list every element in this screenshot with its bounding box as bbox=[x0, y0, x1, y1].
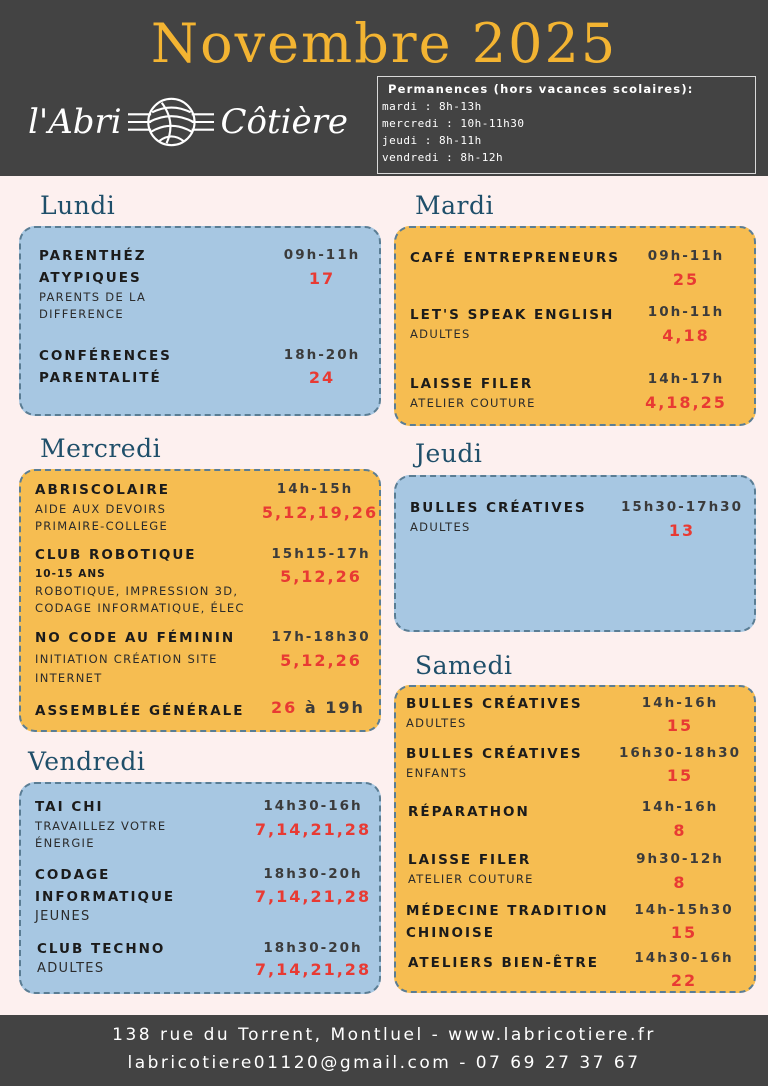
footer-contact: labricotiere01120@gmail.com - 07 69 27 37 67 bbox=[127, 1053, 641, 1073]
event-reparathon: RÉPARATHON bbox=[408, 804, 530, 820]
event-dates: 13 bbox=[668, 521, 696, 540]
event-bulles-creatives-enfants: BULLES CRÉATIVES ENFANTS bbox=[406, 746, 583, 780]
event-time: 09h-11h bbox=[647, 248, 725, 264]
permanence-line: mercredi : 10h-11h30 bbox=[382, 117, 525, 130]
event-no-code-au-feminin: NO CODE AU FÉMININ INITIATION CRÉATION SITE INTERNET bbox=[35, 630, 236, 685]
event-codage-informatique: CODAGE INFORMATIQUE JEUNES bbox=[35, 867, 176, 924]
event-dates: 15 bbox=[670, 923, 698, 942]
event-time: 14h-15h bbox=[276, 481, 354, 497]
event-dates: 15 bbox=[666, 766, 694, 785]
event-dates: 8 bbox=[673, 873, 687, 892]
event-dates: 5,12,26 bbox=[280, 651, 362, 670]
permanence-line: jeudi : 8h-11h bbox=[382, 134, 482, 147]
event-club-robotique: CLUB ROBOTIQUE 10-15 ANS ROBOTIQUE, IMPRESSION 3D, CODAGE INFORMATIQUE, ÉLEC bbox=[35, 547, 245, 615]
assemblee-datetime bbox=[271, 698, 365, 717]
event-time: 14h-17h bbox=[647, 371, 725, 387]
event-dates: 7,14,21,28 bbox=[254, 960, 372, 979]
day-title-jeudi: Jeudi bbox=[415, 439, 483, 468]
event-time: 14h-16h bbox=[641, 799, 719, 815]
card-lundi bbox=[19, 226, 381, 416]
card-jeudi bbox=[394, 475, 756, 632]
permanences-box bbox=[377, 76, 756, 174]
header bbox=[0, 0, 768, 176]
event-dates: 25 bbox=[672, 270, 700, 289]
event-cafe-entrepreneurs: CAFÉ ENTREPRENEURS bbox=[410, 250, 620, 266]
event-separator: à bbox=[304, 698, 318, 717]
card-samedi bbox=[394, 685, 756, 993]
permanence-line: mardi : 8h-13h bbox=[382, 100, 482, 113]
event-bulles-creatives-jeudi: BULLES CRÉATIVES ADULTES bbox=[410, 500, 587, 534]
card-mercredi bbox=[19, 469, 381, 732]
permanence-line: vendredi : 8h-12h bbox=[382, 151, 504, 164]
event-time: 14h-15h30 bbox=[634, 902, 734, 918]
event-dates: 22 bbox=[670, 971, 698, 990]
event-time: 15h30-17h30 bbox=[621, 499, 743, 515]
event-dates: 7,14,21,28 bbox=[254, 887, 372, 906]
event-club-techno: CLUB TECHNO ADULTES bbox=[37, 941, 166, 976]
event-parenthez: PARENTHÉZ ATYPIQUES PARENTS DE LA DIFFERENCE bbox=[39, 248, 147, 321]
page-title: Novembre 2025 bbox=[150, 12, 618, 75]
day-title-mardi: Mardi bbox=[415, 191, 494, 220]
event-time: 14h30-16h bbox=[263, 798, 363, 814]
logo-text-right: Côtière bbox=[220, 102, 348, 142]
event-time: 16h30-18h30 bbox=[619, 745, 741, 761]
event-time: 10h-11h bbox=[647, 304, 725, 320]
event-time: 14h30-16h bbox=[634, 950, 734, 966]
event-time: 18h-20h bbox=[283, 347, 361, 363]
event-dates: 17 bbox=[308, 269, 336, 288]
event-time: 14h-16h bbox=[641, 695, 719, 711]
event-dates: 24 bbox=[308, 368, 336, 387]
event-lets-speak-english: LET'S SPEAK ENGLISH ADULTES bbox=[410, 307, 615, 341]
event-time: 18h30-20h bbox=[263, 940, 363, 956]
event-dates: 5,12,19,26 bbox=[261, 503, 379, 522]
day-title-lundi: Lundi bbox=[40, 191, 116, 220]
event-abriscolaire: ABRISCOLAIRE AIDE AUX DEVOIRS PRIMAIRE-COLLEGE bbox=[35, 482, 170, 533]
logo bbox=[28, 92, 348, 152]
footer-address: 138 rue du Torrent, Montluel - www.labricotiere.fr bbox=[112, 1025, 656, 1045]
event-time: 18h30-20h bbox=[263, 866, 363, 882]
footer bbox=[0, 1015, 768, 1086]
event-bulles-creatives-adultes: BULLES CRÉATIVES ADULTES bbox=[406, 696, 583, 730]
event-tai-chi: TAI CHI TRAVAILLEZ VOTRE ÉNERGIE bbox=[35, 799, 167, 850]
event-dates: 15 bbox=[666, 716, 694, 735]
event-dates: 5,12,26 bbox=[280, 567, 362, 586]
event-time: 09h-11h bbox=[283, 247, 361, 263]
event-dates: 4,18 bbox=[662, 326, 710, 345]
day-title-mercredi: Mercredi bbox=[40, 434, 162, 463]
day-title-samedi: Samedi bbox=[415, 651, 513, 680]
permanences-title: Permanences (hors vacances scolaires): bbox=[388, 82, 694, 96]
event-conferences: CONFÉRENCES PARENTALITÉ bbox=[39, 348, 172, 386]
event-dates: 8 bbox=[673, 821, 687, 840]
event-time: 9h30-12h bbox=[636, 851, 724, 867]
event-time: 15h15-17h bbox=[271, 546, 371, 562]
event-dates: 7,14,21,28 bbox=[254, 820, 372, 839]
event-time: 17h-18h30 bbox=[271, 629, 371, 645]
event-laisse-filer: LAISSE FILER ATELIER COUTURE bbox=[410, 376, 536, 410]
logo-text-left: l'Abri bbox=[28, 102, 122, 142]
event-laisse-filer-samedi: LAISSE FILER ATELIER COUTURE bbox=[408, 852, 534, 886]
event-ateliers-bien-etre: ATELIERS BIEN-ÊTRE bbox=[408, 955, 599, 971]
event-dates: 4,18,25 bbox=[645, 393, 727, 412]
event-assemblee-generale: ASSEMBLÉE GÉNÉRALE bbox=[35, 703, 245, 719]
card-vendredi bbox=[19, 782, 381, 994]
card-mardi bbox=[394, 226, 756, 426]
day-title-vendredi: Vendredi bbox=[28, 747, 146, 776]
event-dates: 26 bbox=[271, 698, 298, 717]
yarn-ball-icon bbox=[128, 94, 215, 150]
event-medecine-chinoise: MÉDECINE TRADITION CHINOISE bbox=[406, 903, 609, 941]
event-time: 19h bbox=[325, 698, 365, 717]
